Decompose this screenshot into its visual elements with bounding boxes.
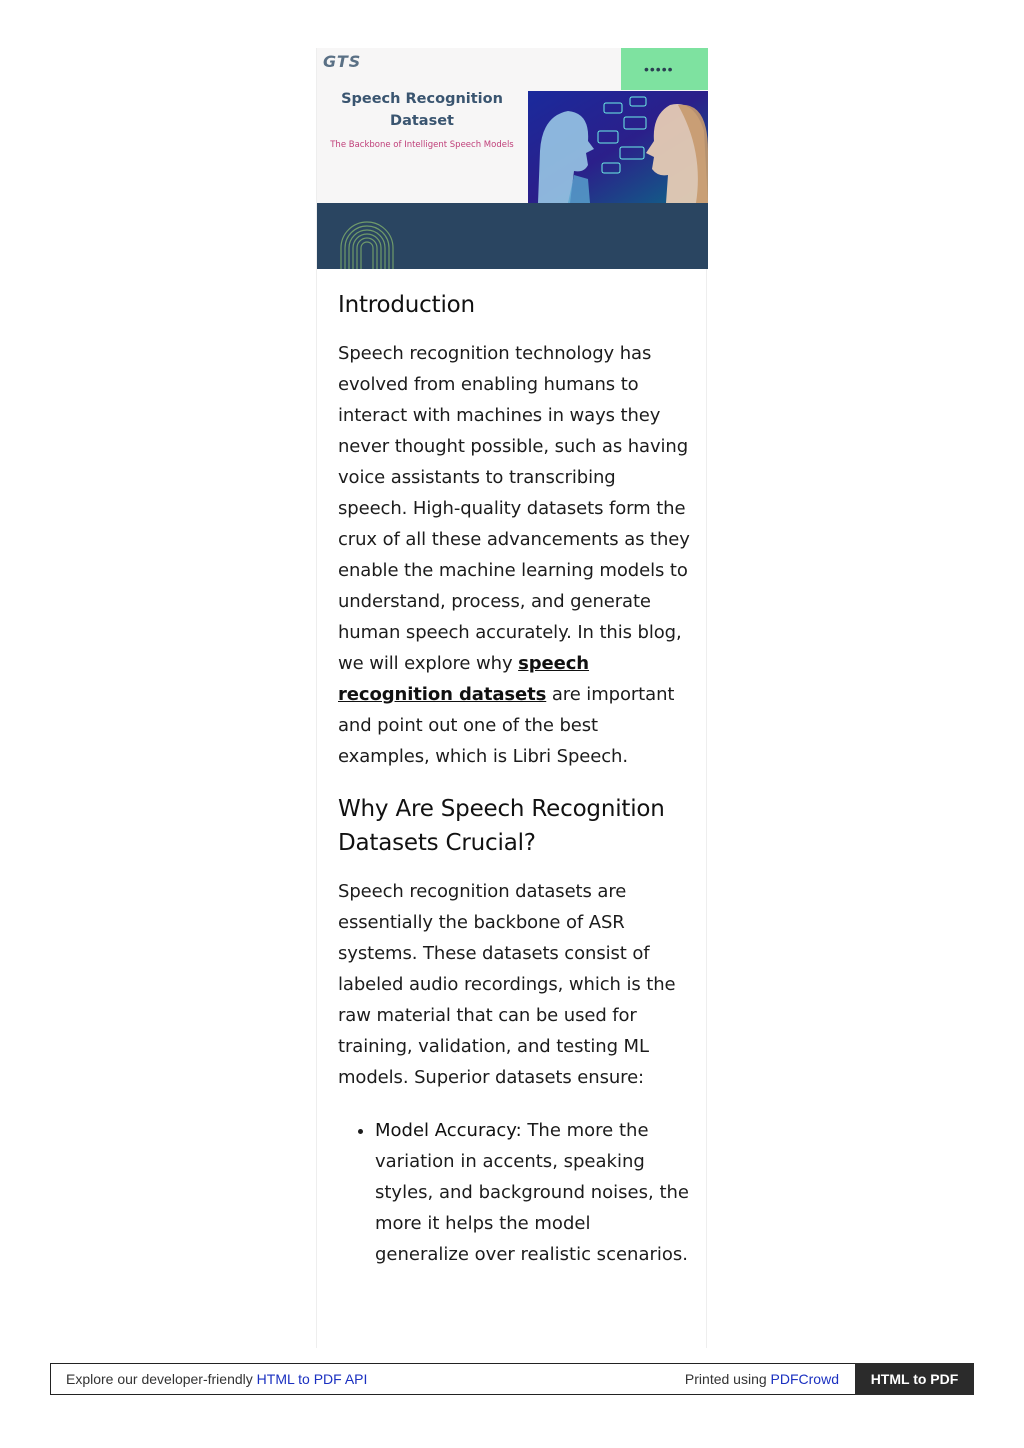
why-paragraph: Speech recognition datasets are essentially the backbone of ASR systems. These datasets consist of labeled audio recordings, which is the raw material that can be used for training, validation, and testing ML models. Superior datasets ensure: [338,881,676,1088]
footer-left [66,1371,367,1387]
banner-image [317,48,708,269]
html-to-pdf-api-link[interactable]: HTML to PDF API [256,1371,368,1387]
banner-title: Speech Recognition Dataset [341,91,503,129]
intro-text-start: Speech recognition technology has evolved from enabling humans to interact with machines in ways they never thought possible, such as having voice assistants to transcribing speech. High-quality datasets form the crux of all these advancements as they enable the machine learning models to understand, process, and generate human speech accurately. In this blog, we will explore why [338,343,690,674]
bullet-label: Model Accuracy: [375,1120,522,1141]
robot-and-woman-photo [528,91,708,203]
intro-text-end: are important and point out one of the best examples, which is Libri Speech. [338,684,675,767]
why-heading: Why Are Speech Recognition Datasets Crucial? [338,796,665,856]
banner-subtitle: The Backbone of Intelligent Speech Models [330,140,514,150]
pdfcrowd-footer [50,1363,974,1395]
bullet-text: The more the variation in accents, speaking styles, and background noises, the more it helps the model generalize over realistic scenarios. [375,1120,689,1265]
dots-decoration: ••••• [644,61,674,77]
article-column [316,48,707,1348]
speech-datasets-link[interactable]: speech recognition datasets [338,653,590,705]
intro-paragraph [338,338,690,772]
pdfcrowd-link[interactable]: PDFCrowd [770,1371,839,1387]
footer-left-text: Explore our developer-friendly [66,1371,257,1387]
footer-right-text: Printed using [684,1371,771,1387]
arch-decoration [339,220,395,269]
intro-heading: Introduction [338,292,475,318]
footer-right [685,1371,839,1387]
benefits-list [338,1115,690,1270]
html-to-pdf-badge[interactable]: HTML to PDF [855,1363,974,1395]
article-body [338,280,690,1270]
gts-logo: GTS [323,52,362,71]
list-item [375,1115,690,1270]
